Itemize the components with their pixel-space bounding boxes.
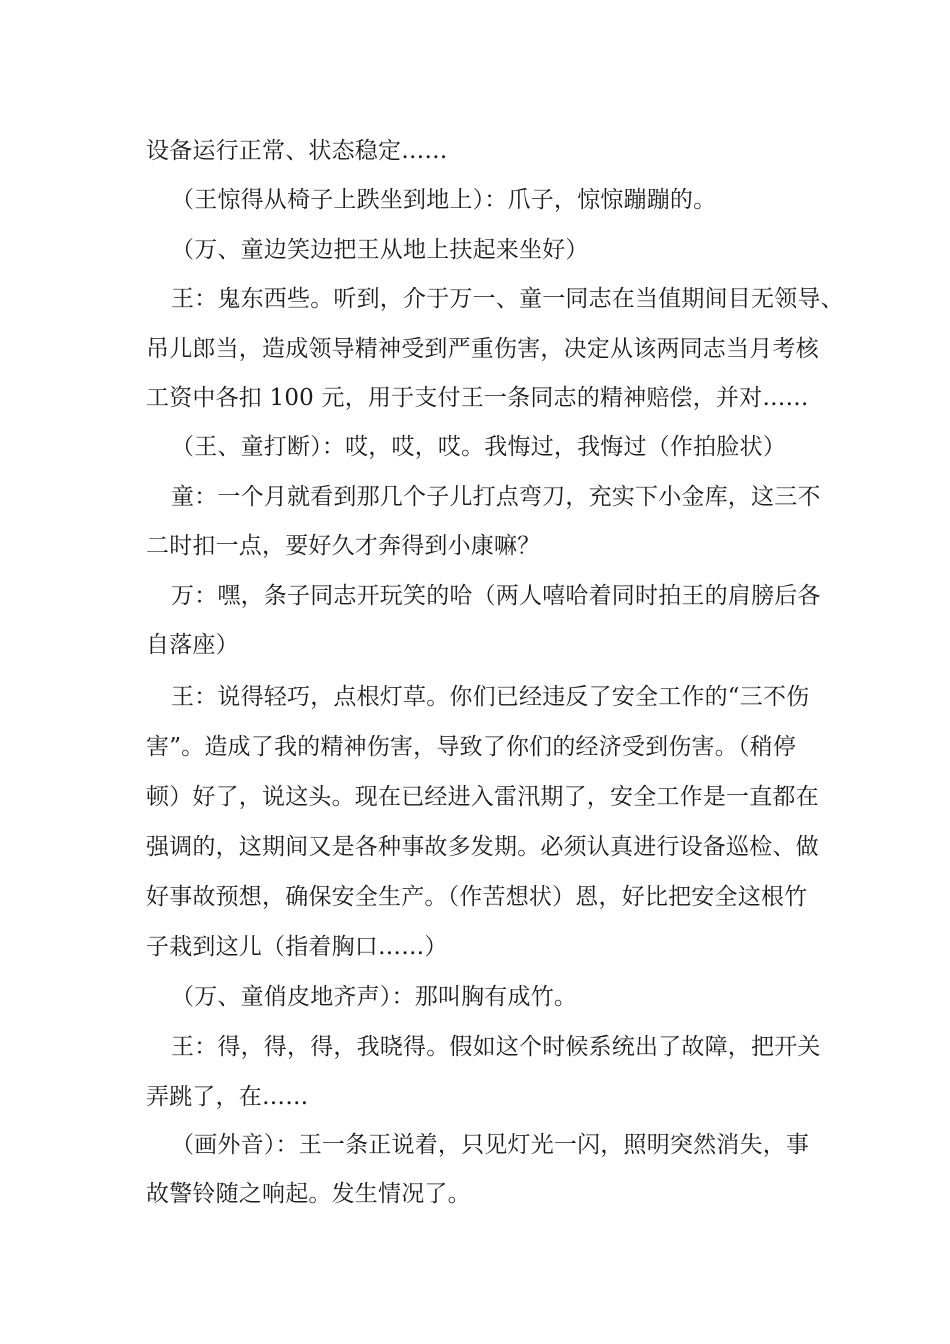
text-line: 弄跳了，在……	[146, 1084, 309, 1110]
text-line: 害”。造成了我的精神伤害，导致了你们的经济受到伤害。（稍停	[146, 734, 797, 760]
text-line: 故警铃随之响起。发生情况了。	[146, 1181, 471, 1207]
text-line: 强调的，这期间又是各种事故多发期。必须认真进行设备巡检、做	[146, 834, 819, 860]
text-line: （万、童俏皮地齐声）：那叫胸有成竹。	[171, 984, 578, 1010]
text-line: 童：一个月就看到那几个子儿打点弯刀，充实下小金库，这三不	[171, 484, 821, 510]
text-line: 好事故预想，确保安全生产。（作苦想状）恩，好比把安全这根竹	[146, 884, 808, 910]
text-line: 自落座）	[146, 632, 239, 658]
text-line: 王：说得轻巧，点根灯草。你们已经违反了安全工作的“三不伤	[171, 684, 810, 710]
text-line: 王：鬼东西些。听到，介于万一、童一同志在当值期间目无领导、	[171, 286, 844, 312]
text-line: （王惊得从椅子上跌坐到地上）：爪子，惊惊蹦蹦的。	[171, 187, 717, 213]
text-line: （王、童打断）：哎，哎，哎。我悔过，我悔过（作拍脸状）	[171, 434, 786, 460]
text-line: 吊儿郎当，造成领导精神受到严重伤害，决定从该两同志当月考核	[146, 336, 819, 362]
text-line: 顿）好了，说这头。现在已经进入雷汛期了，安全工作是一直都在	[146, 784, 819, 810]
text-line: 二时扣一点，要好久才奔得到小康嘛？	[146, 533, 541, 559]
text-line: 工资中各扣 100 元，用于支付王一条同志的精神赔偿，并对……	[146, 385, 809, 411]
text-line: 万：嘿，条子同志开玩笑的哈（两人嘻哈着同时拍王的肩膀后各	[171, 583, 821, 609]
text-line: 子栽到这儿（指着胸口……）	[146, 934, 448, 960]
text-line: （万、童边笑边把王从地上扶起来坐好）	[171, 237, 589, 263]
text-line: 王：得，得，得，我晓得。假如这个时候系统出了故障，把开关	[171, 1034, 821, 1060]
text-line: （画外音）：王一条正说着，只见灯光一闪，照明突然消失，事	[171, 1132, 810, 1158]
text-line: 设备运行正常、状态稳定……	[146, 138, 448, 164]
